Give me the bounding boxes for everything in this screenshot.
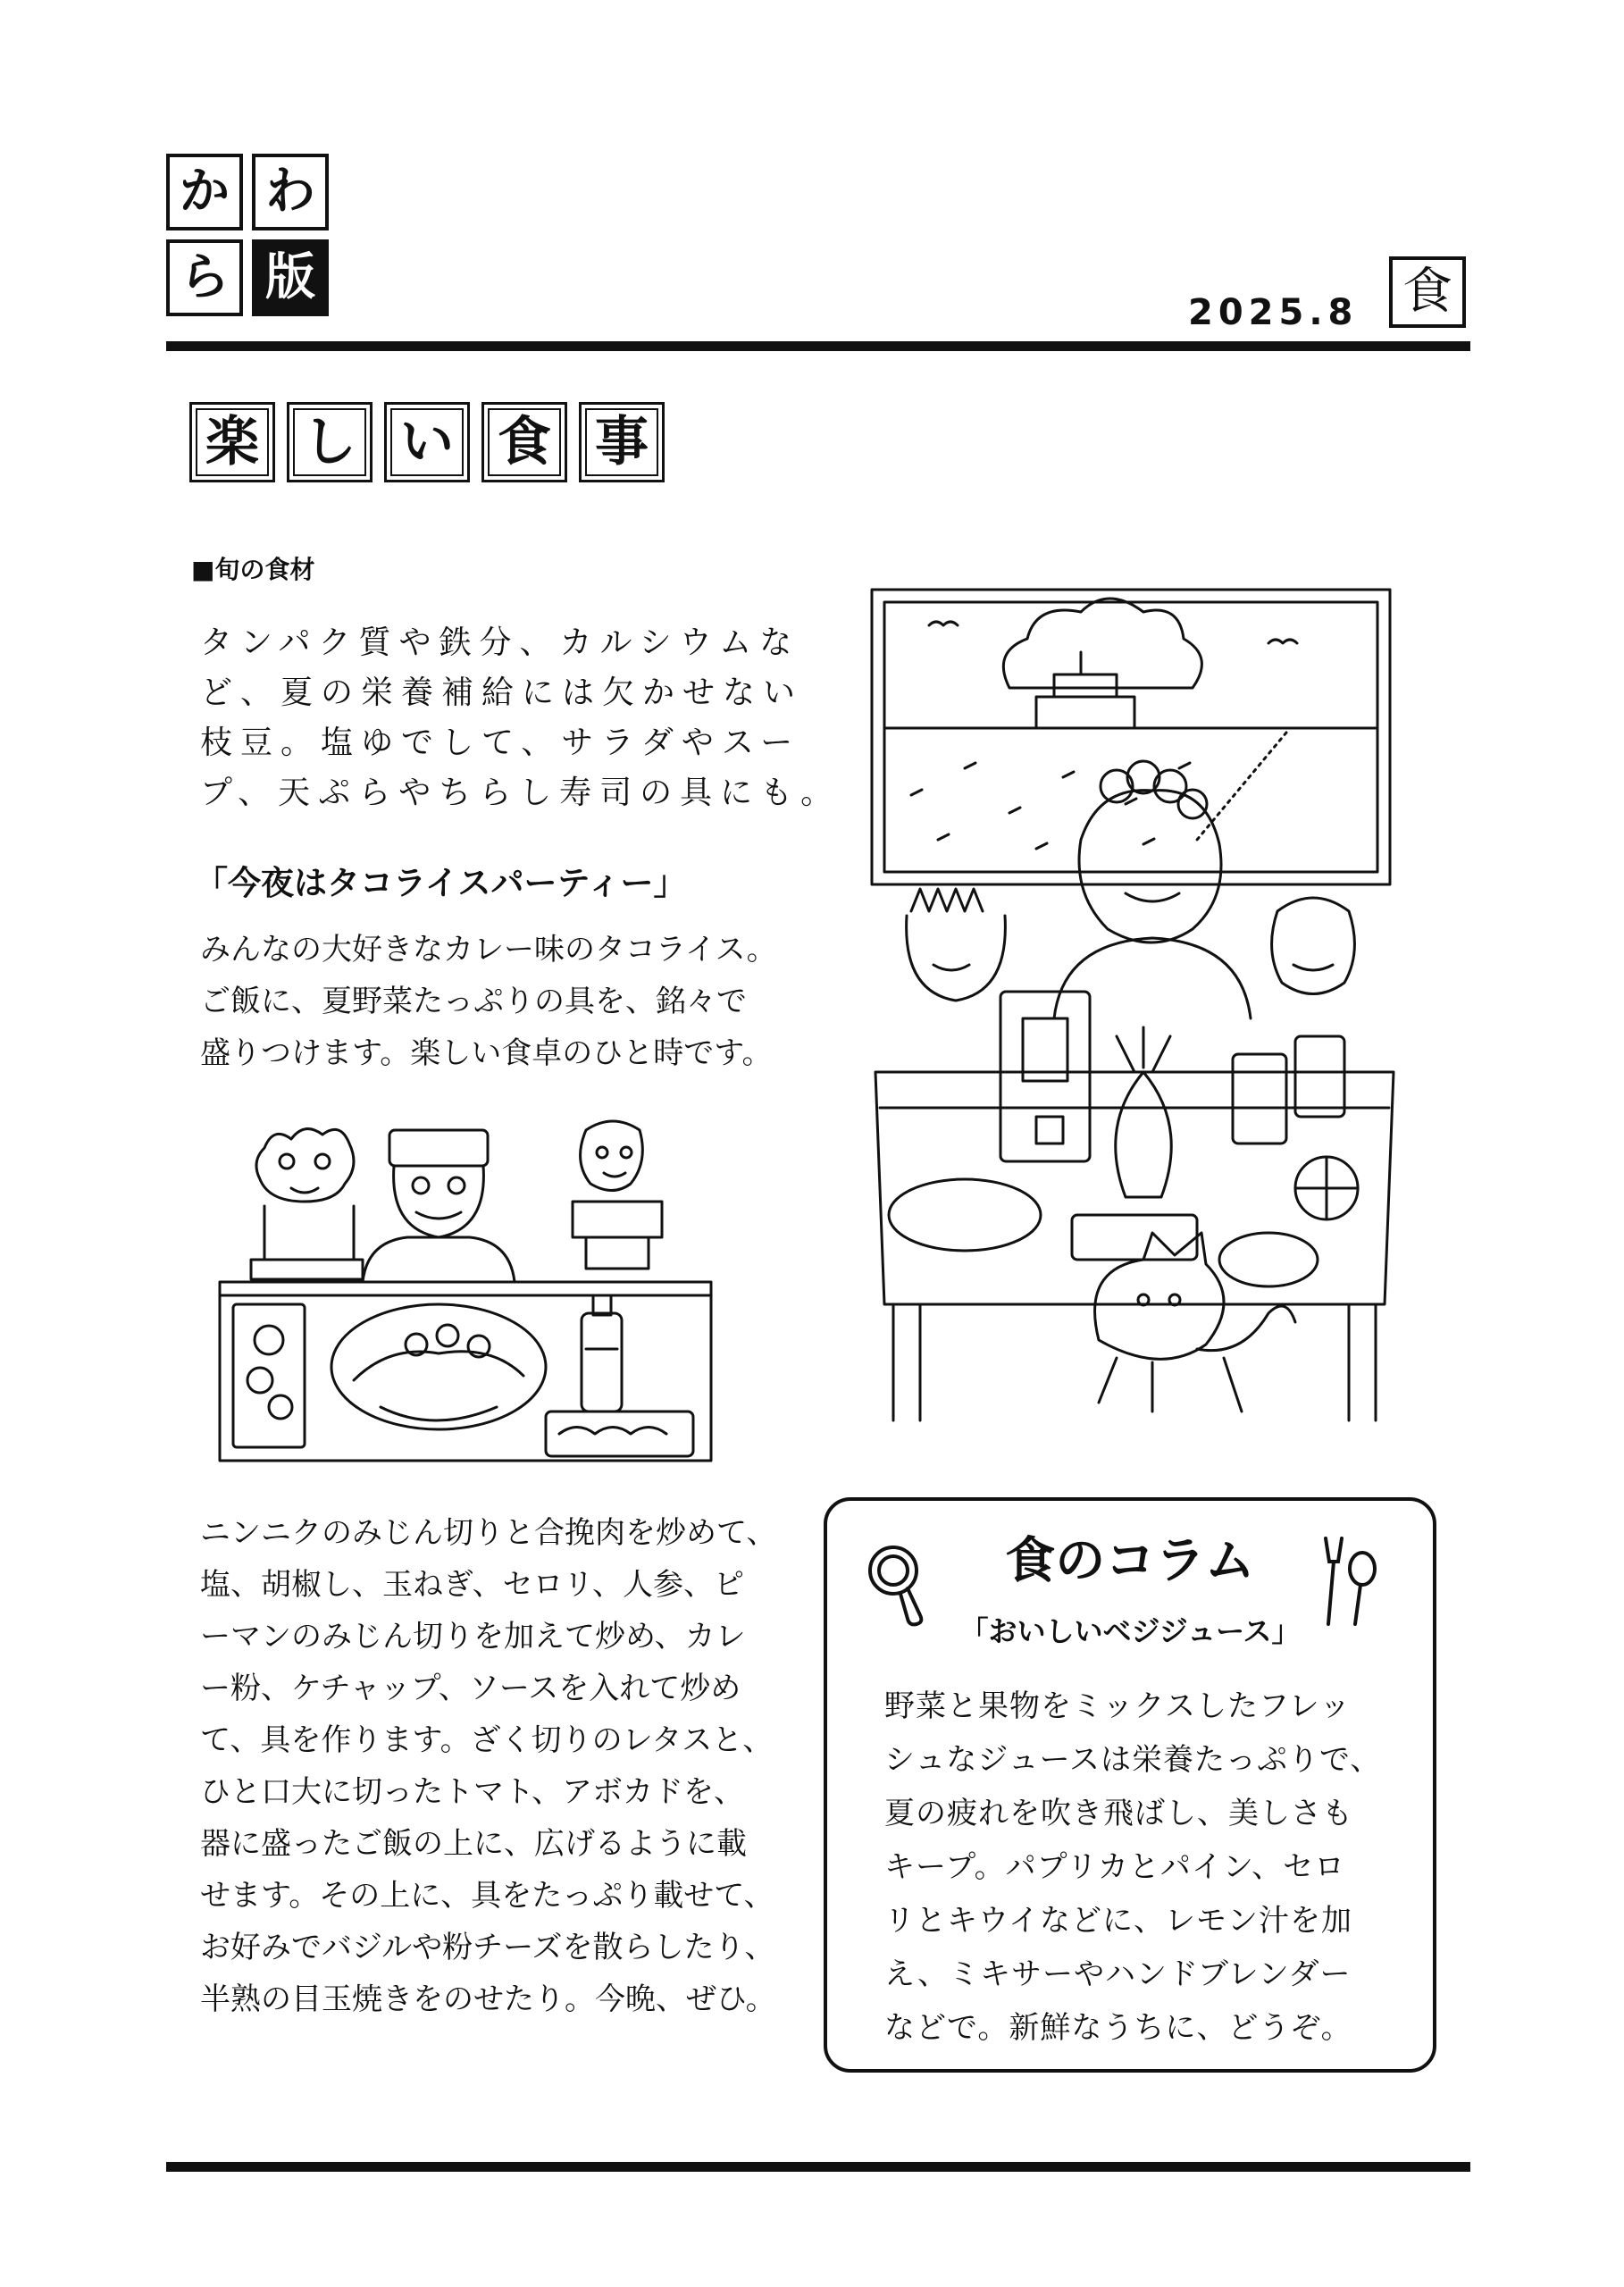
title-char-box [384, 402, 470, 482]
text-line: お好みでバジルや粉チーズを散らしたり、 [200, 1930, 775, 1965]
text-line: キープ。パプリカとパイン、セロ [884, 1849, 1346, 1885]
text-line: 盛りつけます。楽しい食卓のひと時です。 [200, 1035, 773, 1071]
column-title: 食のコラム [1005, 1532, 1255, 1590]
logo-char: わ [252, 154, 329, 230]
text-line: て、具を作ります。ざく切りのレタスと、 [200, 1722, 774, 1758]
text-line: シュなジュースは栄養たっぷりで、 [884, 1742, 1382, 1778]
text-line: ご飯に、夏野菜たっぷりの具を、銘々で [200, 984, 747, 1019]
text-line: ひと口大に切ったトマト、アボカドを、 [200, 1774, 744, 1810]
title-char: 楽 [205, 411, 259, 473]
recipe-intro [200, 924, 808, 1079]
title-char-box [579, 402, 665, 482]
footer-rule [166, 2162, 1470, 2172]
logo-char: 版 [252, 239, 329, 316]
title-char-box [189, 402, 275, 482]
text-line: 半熟の目玉焼きをのせたり。今晩、ぜひ。 [200, 1981, 776, 2017]
section-label: ■旬の食材 [191, 555, 315, 584]
food-column [824, 1497, 1436, 2073]
logo-char: か [166, 154, 243, 230]
intro-text [200, 618, 841, 818]
text-line: ー粉、ケチャップ、ソースを入れて炒め [200, 1671, 741, 1706]
text-line: リとキウイなどに、レモン汁を加 [884, 1903, 1352, 1939]
text-line: みんなの大好きなカレー味のタコライス。 [200, 932, 777, 968]
text-line: 枝豆。塩ゆでして、サラダやスー [200, 725, 801, 761]
logo-char: ら [166, 239, 243, 316]
title-char: 食 [498, 411, 551, 473]
text-line: 夏の疲れを吹き飛ばし、美しさも [884, 1796, 1353, 1831]
text-line: などで。新鮮なうちに、どうぞ。 [884, 2010, 1352, 2046]
column-body [884, 1680, 1381, 2055]
title-char: い [400, 411, 454, 473]
title-char-box [287, 402, 373, 482]
text-line: プ、天ぷらやちらし寿司の具にも。 [200, 775, 841, 811]
text-line: ニンニクのみじん切りと合挽肉を炒めて、 [200, 1515, 777, 1551]
issue-date: 2025.8 [1188, 292, 1359, 333]
header-rule [166, 341, 1470, 351]
masthead-logo [166, 154, 329, 318]
column-subtitle: 「おいしいベジジュース」 [959, 1614, 1301, 1648]
text-line: タンパク質や鉄分、カルシウムな [200, 624, 800, 661]
text-line: 野菜と果物をミックスしたフレッ [884, 1688, 1352, 1724]
title-char: し [303, 411, 356, 473]
food-badge: 食 [1389, 256, 1466, 328]
recipe-steps [200, 1507, 808, 2025]
text-line: 塩、胡椒し、玉ねぎ、セロリ、人参、ピ [200, 1567, 744, 1603]
text-line: え、ミキサーやハンドブレンダー [884, 1956, 1352, 1992]
text-line: ーマンのみじん切りを加えて炒め、カレ [200, 1619, 746, 1655]
family-juice-illustration [858, 572, 1411, 1429]
text-line: 器に盛ったご飯の上に、広げるように載 [200, 1826, 747, 1862]
text-line: せます。その上に、具をたっぷり載せて、 [200, 1878, 774, 1914]
title-char-box [481, 402, 567, 482]
recipe-heading: 「今夜はタコライスパーティー」 [195, 864, 687, 902]
title-char: 事 [595, 411, 649, 473]
text-line: ど、夏の栄養補給には欠かせない [200, 674, 804, 711]
taco-party-illustration [211, 1112, 720, 1470]
page-title [189, 402, 665, 482]
